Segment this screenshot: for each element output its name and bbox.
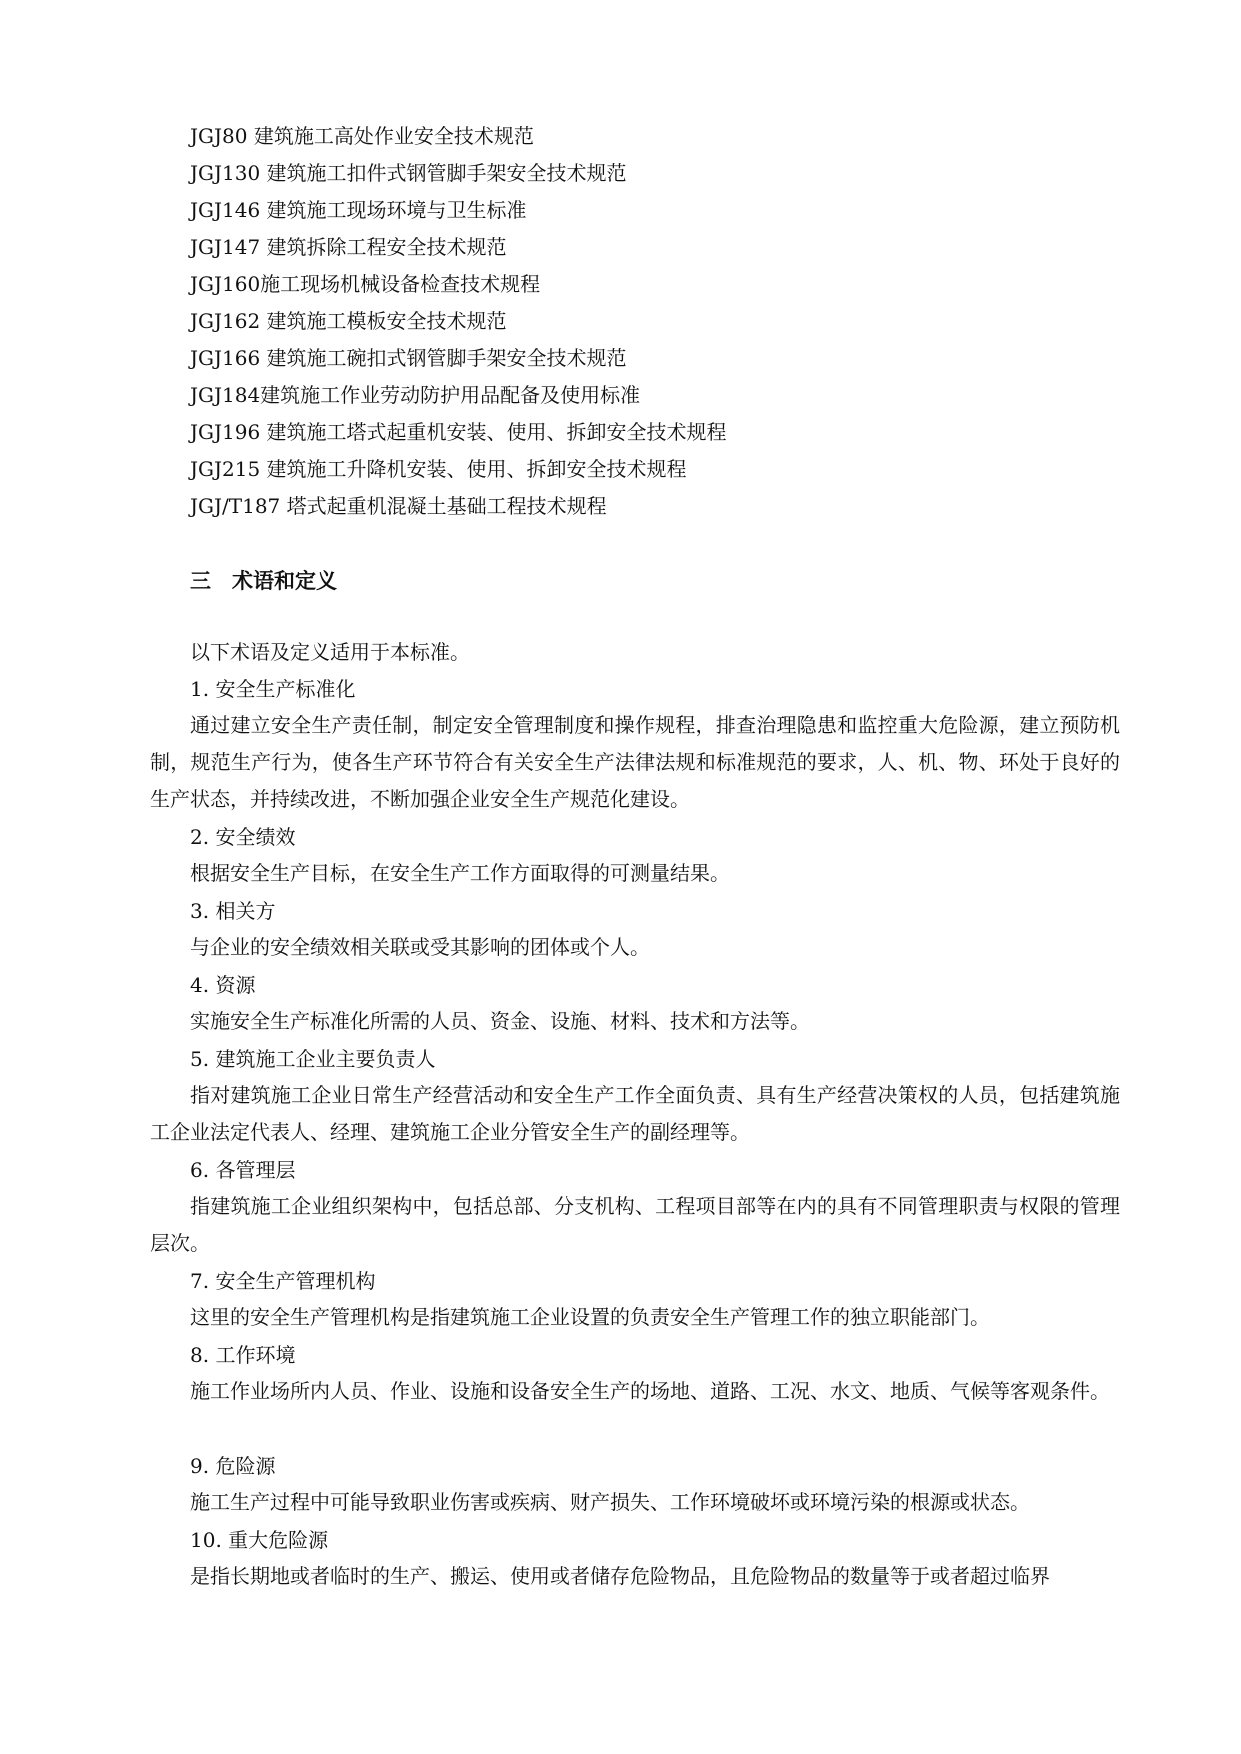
term-definition: 通过建立安全生产责任制，制定安全管理制度和操作规程，排查治理隐患和监控重大危险源，建立预防机制，规范生产行为，使各生产环节符合有关安全生产法律法规和标准规范的要求，人、机、物、环处于良好的生产状态，并持续改进，不断加强企业安全生产规范化建设。 xyxy=(150,713,1120,811)
term-definition: 根据安全生产目标，在安全生产工作方面取得的可测量结果。 xyxy=(190,861,730,885)
term-definition: 施工生产过程中可能导致职业伤害或疾病、财产损失、工作环境破坏或环境污染的根源或状态。 xyxy=(190,1490,1030,1514)
standard-item: JGJ215 建筑施工升降机安装、使用、拆卸安全技术规程 xyxy=(190,457,687,481)
standard-item: JGJ160施工现场机械设备检查技术规程 xyxy=(190,272,541,296)
term-definition: 施工作业场所内人员、作业、设施和设备安全生产的场地、道路、工况、水文、地质、气候等客观条件。 xyxy=(190,1379,1110,1403)
term-definition: 指对建筑施工企业日常生产经营活动和安全生产工作全面负责、具有生产经营决策权的人员，包括建筑施工企业法定代表人、经理、建筑施工企业分管安全生产的副经理等。 xyxy=(150,1083,1120,1144)
standard-item: JGJ146 建筑施工现场环境与卫生标准 xyxy=(190,198,527,222)
term-definition: 实施安全生产标准化所需的人员、资金、设施、材料、技术和方法等。 xyxy=(190,1009,810,1033)
term-definition: 与企业的安全绩效相关联或受其影响的团体或个人。 xyxy=(190,935,650,959)
term-title: 10. 重大危险源 xyxy=(190,1528,329,1552)
term-title: 8. 工作环境 xyxy=(190,1343,296,1367)
term-title: 7. 安全生产管理机构 xyxy=(190,1269,376,1293)
term-definition: 指建筑施工企业组织架构中，包括总部、分支机构、工程项目部等在内的具有不同管理职责与权限的管理层次。 xyxy=(150,1194,1120,1255)
term-title: 9. 危险源 xyxy=(190,1454,276,1478)
standard-item: JGJ130 建筑施工扣件式钢管脚手架安全技术规范 xyxy=(190,161,627,185)
standard-item: JGJ166 建筑施工碗扣式钢管脚手架安全技术规范 xyxy=(190,346,627,370)
term-definition: 是指长期地或者临时的生产、搬运、使用或者储存危险物品，且危险物品的数量等于或者超过临界 xyxy=(190,1564,1050,1588)
standard-item: JGJ184建筑施工作业劳动防护用品配备及使用标准 xyxy=(190,383,641,407)
standard-item: JGJ/T187 塔式起重机混凝土基础工程技术规程 xyxy=(190,494,607,518)
term-title: 3. 相关方 xyxy=(190,899,276,923)
term-title: 2. 安全绩效 xyxy=(190,825,296,849)
standard-item: JGJ196 建筑施工塔式起重机安装、使用、拆卸安全技术规程 xyxy=(190,420,727,444)
section-heading: 三 术语和定义 xyxy=(190,569,337,593)
standard-item: JGJ80 建筑施工高处作业安全技术规范 xyxy=(190,124,534,148)
term-title: 1. 安全生产标准化 xyxy=(190,677,356,701)
term-title: 4. 资源 xyxy=(190,973,256,997)
term-definition: 这里的安全生产管理机构是指建筑施工企业设置的负责安全生产管理工作的独立职能部门。 xyxy=(190,1305,990,1329)
standard-item: JGJ147 建筑拆除工程安全技术规范 xyxy=(190,235,507,259)
intro-text: 以下术语及定义适用于本标准。 xyxy=(190,640,470,664)
standard-item: JGJ162 建筑施工模板安全技术规范 xyxy=(190,309,507,333)
term-title: 5. 建筑施工企业主要负责人 xyxy=(190,1047,436,1071)
term-title: 6. 各管理层 xyxy=(190,1158,296,1182)
